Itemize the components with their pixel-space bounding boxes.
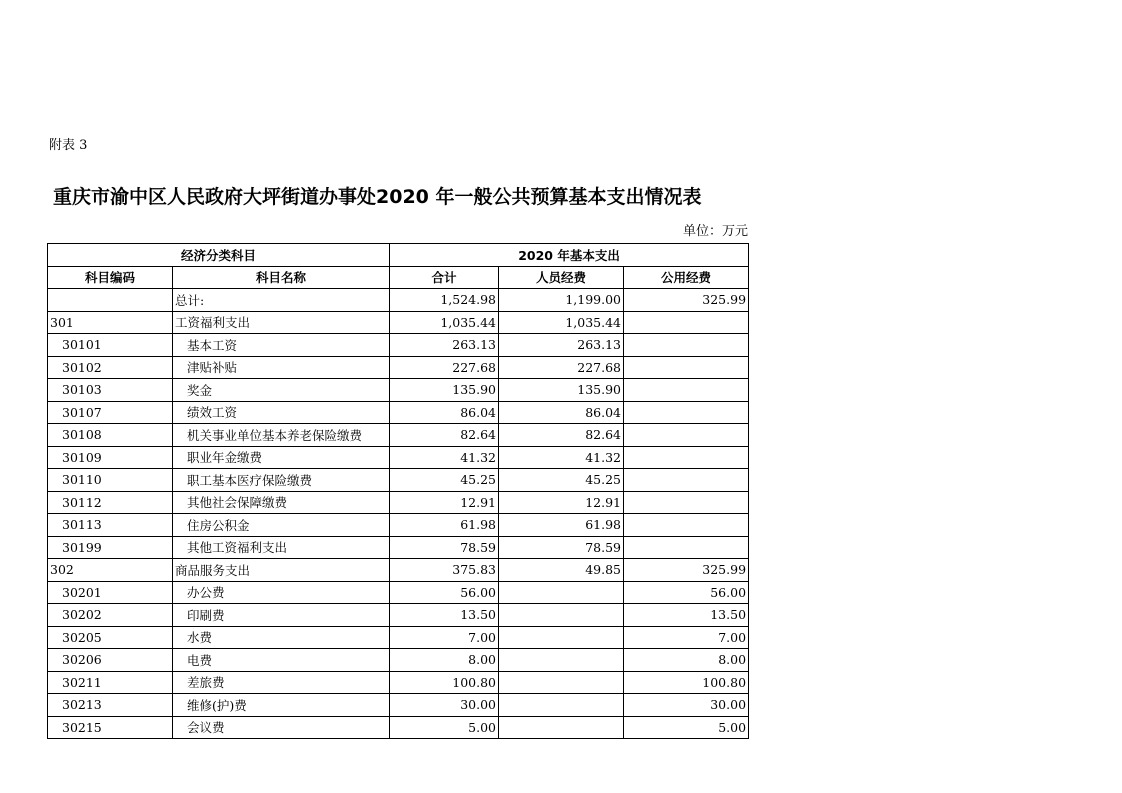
cell-code: 30211 xyxy=(48,671,173,694)
cell-public: 325.99 xyxy=(624,559,749,582)
cell-name: 总计: xyxy=(173,289,390,312)
cell-code: 30205 xyxy=(48,626,173,649)
cell-name: 绩效工资 xyxy=(173,401,390,424)
cell-public: 8.00 xyxy=(624,649,749,672)
column-header-code: 科目编码 xyxy=(48,266,173,289)
group-header-basic-expenditure: 2020 年基本支出 xyxy=(390,244,749,267)
table-row xyxy=(48,716,749,739)
cell-code: 30107 xyxy=(48,401,173,424)
page-title: 重庆市渝中区人民政府大坪街道办事处2020 年一般公共预算基本支出情况表 xyxy=(53,186,702,208)
group-header-row xyxy=(48,244,749,267)
cell-code: 30201 xyxy=(48,581,173,604)
cell-name: 津贴补贴 xyxy=(173,356,390,379)
cell-total: 30.00 xyxy=(390,694,499,717)
cell-total: 1,524.98 xyxy=(390,289,499,312)
cell-personnel xyxy=(499,626,624,649)
cell-total: 8.00 xyxy=(390,649,499,672)
cell-name: 基本工资 xyxy=(173,334,390,357)
cell-code: 30102 xyxy=(48,356,173,379)
cell-name: 水费 xyxy=(173,626,390,649)
cell-name: 其他社会保障缴费 xyxy=(173,491,390,514)
table-row xyxy=(48,446,749,469)
table-row xyxy=(48,694,749,717)
cell-personnel xyxy=(499,716,624,739)
cell-personnel xyxy=(499,604,624,627)
unit-label: 单位：万元 xyxy=(682,224,748,239)
table-row xyxy=(48,514,749,537)
cell-code: 30206 xyxy=(48,649,173,672)
column-header-personnel: 人员经费 xyxy=(499,266,624,289)
cell-code: 30112 xyxy=(48,491,173,514)
cell-total: 61.98 xyxy=(390,514,499,537)
cell-code: 302 xyxy=(48,559,173,582)
cell-name: 住房公积金 xyxy=(173,514,390,537)
budget-table xyxy=(47,243,749,739)
cell-public xyxy=(624,334,749,357)
cell-total: 263.13 xyxy=(390,334,499,357)
cell-code: 30101 xyxy=(48,334,173,357)
cell-code: 30108 xyxy=(48,424,173,447)
cell-name: 商品服务支出 xyxy=(173,559,390,582)
cell-public xyxy=(624,356,749,379)
cell-name: 奖金 xyxy=(173,379,390,402)
cell-name: 维修(护)费 xyxy=(173,694,390,717)
cell-public xyxy=(624,536,749,559)
column-header-row xyxy=(48,266,749,289)
cell-personnel: 227.68 xyxy=(499,356,624,379)
cell-name: 工资福利支出 xyxy=(173,311,390,334)
cell-total: 7.00 xyxy=(390,626,499,649)
cell-code: 30202 xyxy=(48,604,173,627)
cell-code: 30103 xyxy=(48,379,173,402)
cell-name: 差旅费 xyxy=(173,671,390,694)
cell-personnel: 263.13 xyxy=(499,334,624,357)
column-header-name: 科目名称 xyxy=(173,266,390,289)
cell-total: 100.80 xyxy=(390,671,499,694)
cell-total: 86.04 xyxy=(390,401,499,424)
group-header-economic-classification: 经济分类科目 xyxy=(48,244,390,267)
table-row xyxy=(48,604,749,627)
cell-public: 100.80 xyxy=(624,671,749,694)
cell-public xyxy=(624,469,749,492)
cell-public xyxy=(624,401,749,424)
cell-personnel: 61.98 xyxy=(499,514,624,537)
table-row xyxy=(48,469,749,492)
cell-personnel xyxy=(499,649,624,672)
cell-public xyxy=(624,311,749,334)
cell-public: 5.00 xyxy=(624,716,749,739)
cell-total: 135.90 xyxy=(390,379,499,402)
cell-personnel: 78.59 xyxy=(499,536,624,559)
cell-total: 41.32 xyxy=(390,446,499,469)
cell-name: 职工基本医疗保险缴费 xyxy=(173,469,390,492)
table-row xyxy=(48,536,749,559)
cell-code: 30113 xyxy=(48,514,173,537)
table-row xyxy=(48,491,749,514)
table-row xyxy=(48,334,749,357)
cell-total: 12.91 xyxy=(390,491,499,514)
cell-total: 13.50 xyxy=(390,604,499,627)
cell-name: 办公费 xyxy=(173,581,390,604)
cell-public xyxy=(624,514,749,537)
cell-total: 82.64 xyxy=(390,424,499,447)
cell-personnel: 135.90 xyxy=(499,379,624,402)
cell-personnel: 12.91 xyxy=(499,491,624,514)
table-row xyxy=(48,559,749,582)
cell-name: 会议费 xyxy=(173,716,390,739)
table-row xyxy=(48,581,749,604)
cell-public xyxy=(624,424,749,447)
table-row xyxy=(48,671,749,694)
cell-personnel xyxy=(499,694,624,717)
cell-code xyxy=(48,289,173,312)
cell-public: 7.00 xyxy=(624,626,749,649)
table-row xyxy=(48,356,749,379)
cell-total: 45.25 xyxy=(390,469,499,492)
cell-public xyxy=(624,379,749,402)
cell-public: 13.50 xyxy=(624,604,749,627)
cell-total: 5.00 xyxy=(390,716,499,739)
cell-code: 30215 xyxy=(48,716,173,739)
cell-name: 印刷费 xyxy=(173,604,390,627)
cell-personnel: 82.64 xyxy=(499,424,624,447)
cell-total: 78.59 xyxy=(390,536,499,559)
cell-name: 职业年金缴费 xyxy=(173,446,390,469)
cell-code: 30199 xyxy=(48,536,173,559)
cell-personnel xyxy=(499,671,624,694)
cell-personnel: 86.04 xyxy=(499,401,624,424)
cell-total: 227.68 xyxy=(390,356,499,379)
cell-total: 1,035.44 xyxy=(390,311,499,334)
cell-total: 375.83 xyxy=(390,559,499,582)
column-header-total: 合计 xyxy=(390,266,499,289)
cell-personnel: 1,035.44 xyxy=(499,311,624,334)
cell-public xyxy=(624,446,749,469)
cell-public: 30.00 xyxy=(624,694,749,717)
table-row xyxy=(48,626,749,649)
table-header xyxy=(48,244,749,289)
cell-public xyxy=(624,491,749,514)
attachment-label: 附表 3 xyxy=(49,138,88,153)
table-row xyxy=(48,311,749,334)
cell-personnel: 49.85 xyxy=(499,559,624,582)
cell-code: 301 xyxy=(48,311,173,334)
cell-code: 30110 xyxy=(48,469,173,492)
cell-code: 30109 xyxy=(48,446,173,469)
cell-code: 30213 xyxy=(48,694,173,717)
cell-name: 机关事业单位基本养老保险缴费 xyxy=(173,424,390,447)
cell-personnel xyxy=(499,581,624,604)
table-row xyxy=(48,379,749,402)
cell-name: 电费 xyxy=(173,649,390,672)
table-row xyxy=(48,649,749,672)
column-header-public: 公用经费 xyxy=(624,266,749,289)
table-row xyxy=(48,401,749,424)
cell-personnel: 45.25 xyxy=(499,469,624,492)
table-row xyxy=(48,289,749,312)
table-row xyxy=(48,424,749,447)
cell-name: 其他工资福利支出 xyxy=(173,536,390,559)
cell-public: 56.00 xyxy=(624,581,749,604)
cell-personnel: 1,199.00 xyxy=(499,289,624,312)
cell-public: 325.99 xyxy=(624,289,749,312)
table-body xyxy=(48,289,749,739)
cell-personnel: 41.32 xyxy=(499,446,624,469)
cell-total: 56.00 xyxy=(390,581,499,604)
